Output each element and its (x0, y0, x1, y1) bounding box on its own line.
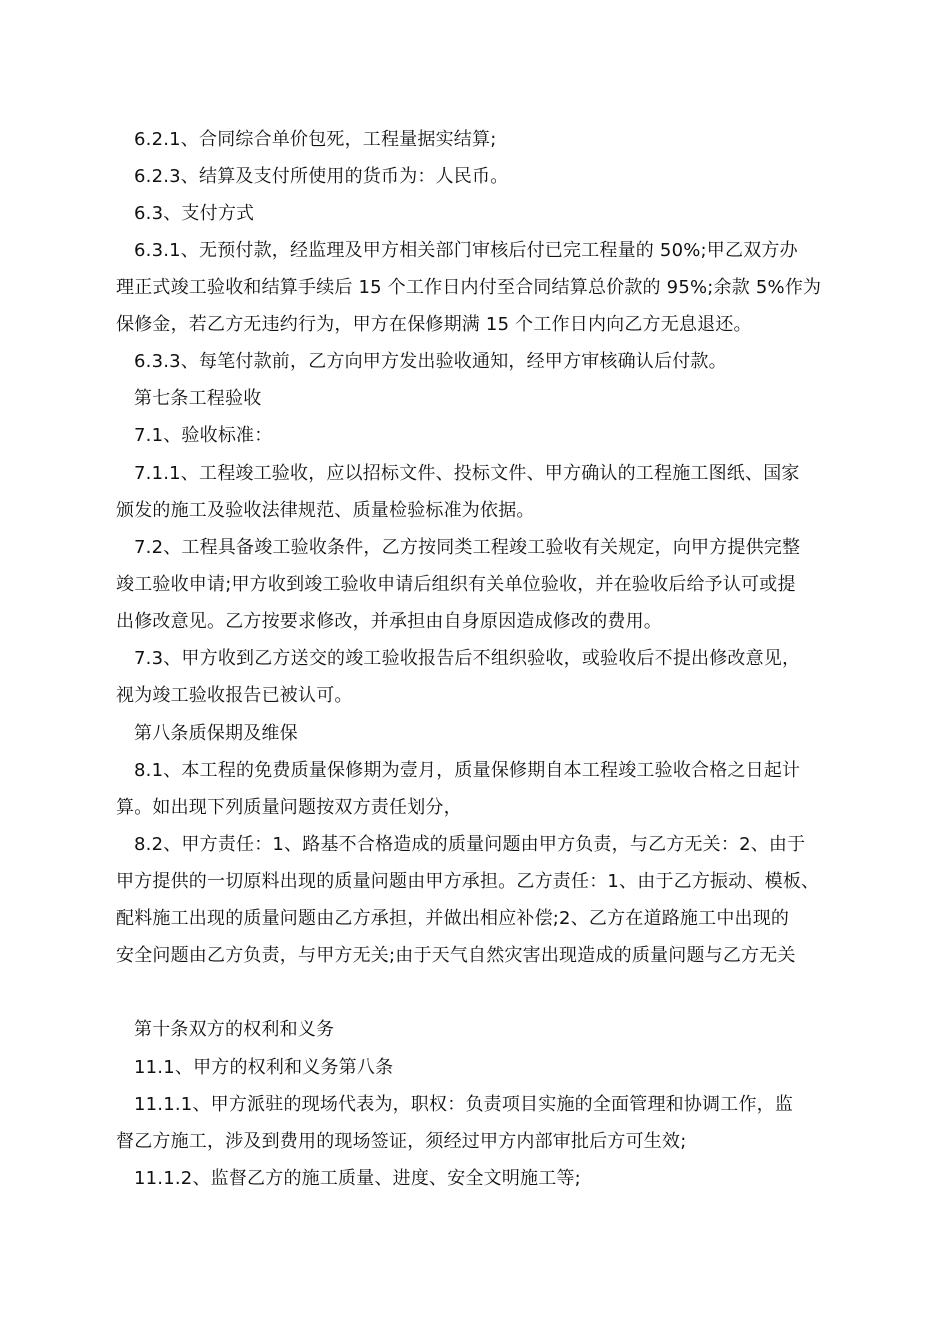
clause-6-2-1: 6.2.1、合同综合单价包死，工程量据实结算; (134, 129, 497, 150)
clause-11-1-1-line-1: 11.1.1、甲方派驻的现场代表为，职权：负责项目实施的全面管理和协调工作，监 (134, 1094, 794, 1115)
clause-7-1-1-line-1: 7.1.1、工程竣工验收，应以招标文件、投标文件、甲方确认的工程施工图纸、国家 (134, 463, 800, 484)
article-7-heading: 第七条工程验收 (134, 388, 262, 409)
article-10-heading: 第十条双方的权利和义务 (134, 1019, 335, 1040)
clause-8-2-line-3: 配料施工出现的质量问题由乙方承担，并做出相应补偿;2、乙方在道路施工中出现的 (116, 908, 790, 929)
clause-7-2-line-2: 竣工验收申请;甲方收到竣工验收申请后组织有关单位验收，并在验收后给予认可或提 (116, 574, 796, 595)
clause-8-2-line-2: 甲方提供的一切原料出现的质量问题由甲方承担。乙方责任：1、由于乙方振动、模板、 (116, 871, 820, 892)
clause-11-1-2: 11.1.2、监督乙方的施工质量、进度、安全文明施工等; (134, 1168, 581, 1189)
clause-7-1: 7.1、验收标准： (134, 425, 273, 446)
clause-7-3-line-2: 视为竣工验收报告已被认可。 (116, 685, 353, 706)
clause-6-3-1-line-3: 保修金，若乙方无违约行为，甲方在保修期满 15 个工作日内向乙方无息退还。 (116, 314, 752, 335)
clause-6-3-1-line-1: 6.3.1、无预付款，经监理及甲方相关部门审核后付已完工程量的 50%;甲乙双方办 (134, 240, 798, 261)
clause-8-2-line-4: 安全问题由乙方负责，与甲方无关;由于天气自然灾害出现造成的质量问题与乙方无关 (116, 945, 796, 966)
clause-8-1-line-1: 8.1、本工程的免费质量保修期为壹月，质量保修期自本工程竣工验收合格之日起计 (134, 760, 801, 781)
clause-7-1-1-line-2: 颁发的施工及验收法律规范、质量检验标准为依据。 (116, 500, 535, 521)
clause-6-3-heading: 6.3、支付方式 (134, 203, 255, 224)
clause-7-3-line-1: 7.3、甲方收到乙方送交的竣工验收报告后不组织验收，或验收后不提出修改意见， (134, 648, 801, 669)
clause-8-2-line-1: 8.2、甲方责任：1、路基不合格造成的质量问题由甲方负责，与乙方无关：2、由于 (134, 834, 806, 855)
clause-6-3-1-line-2: 理正式竣工验收和结算手续后 15 个工作日内付至合同结算总价款的 95%;余款 5%作为 (116, 277, 822, 298)
clause-8-1-line-2: 算。如出现下列质量问题按双方责任划分， (116, 797, 462, 818)
clause-11-1: 11.1、甲方的权利和义务第八条 (134, 1057, 394, 1078)
article-8-heading: 第八条质保期及维保 (134, 723, 298, 744)
clause-7-2-line-1: 7.2、工程具备竣工验收条件，乙方按同类工程竣工验收有关规定，向甲方提供完整 (134, 537, 801, 558)
clause-11-1-1-line-2: 督乙方施工，涉及到费用的现场签证，须经过甲方内部审批后方可生效; (116, 1131, 687, 1152)
clause-6-2-3: 6.2.3、结算及支付所使用的货币为：人民币。 (134, 166, 509, 187)
clause-7-2-line-3: 出修改意见。乙方按要求修改，并承担由自身原因造成修改的费用。 (116, 611, 662, 632)
clause-6-3-3: 6.3.3、每笔付款前，乙方向甲方发出验收通知，经甲方审核确认后付款。 (134, 351, 727, 372)
